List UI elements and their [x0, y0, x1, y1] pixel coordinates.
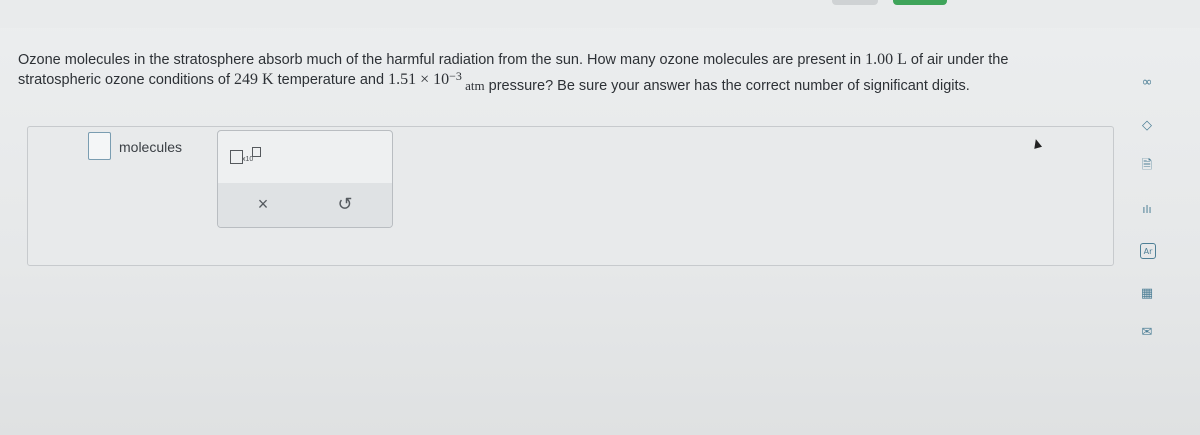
- undo-button[interactable]: [330, 191, 360, 217]
- undo-icon: ↺: [337, 193, 353, 214]
- mail-icon[interactable]: [1137, 322, 1157, 342]
- notes-icon[interactable]: [1137, 157, 1157, 177]
- question-line-2-start: stratospheric ozone conditions of: [18, 72, 230, 88]
- calculator-icon[interactable]: [1137, 283, 1157, 303]
- volume-value: 1.00 L: [865, 51, 907, 68]
- top-tab-green[interactable]: [893, 0, 947, 5]
- pressure-mantissa: 1.51 × 10: [388, 71, 450, 88]
- answer-unit-label: molecules: [119, 139, 183, 155]
- scientific-notation-button[interactable]: [230, 147, 264, 167]
- question-line-1-text: Ozone molecules in the stratosphere absorb much of the harmful radiation from the sun. How many ozone molecules are present in: [18, 52, 862, 68]
- question-line-2-end: pressure? Be sure your answer has the correct number of significant digits.: [488, 78, 970, 94]
- question-line-1: [18, 52, 1008, 68]
- clear-button[interactable]: [248, 191, 278, 217]
- keypad-action-row: [218, 183, 392, 227]
- infinity-icon[interactable]: [1137, 72, 1157, 92]
- top-tab-neutral[interactable]: [832, 0, 878, 5]
- pressure-unit: atm: [465, 78, 485, 93]
- explanation-icon[interactable]: [1137, 115, 1157, 135]
- tool-sidebar: [1120, 0, 1200, 435]
- temperature-value: 249 K: [234, 71, 274, 88]
- pressure-exponent: −3: [449, 69, 462, 83]
- mail-glyph: ✉: [1141, 324, 1153, 340]
- calculator-glyph: ▦: [1140, 285, 1154, 301]
- x10-label: x10: [242, 156, 254, 163]
- explanation-glyph: ◇: [1142, 117, 1152, 133]
- infinity-glyph: ∞: [1141, 74, 1153, 90]
- question-line-2-mid: temperature and: [277, 72, 385, 88]
- clear-icon: ×: [257, 193, 269, 214]
- top-toolbar: [0, 0, 1200, 28]
- exponent-box-icon: [252, 147, 261, 157]
- data-glyph: ılı: [1142, 202, 1152, 216]
- math-keypad: [217, 130, 393, 228]
- data-icon[interactable]: [1137, 199, 1157, 219]
- question-line-2: [18, 69, 970, 94]
- answer-panel: [27, 126, 1114, 266]
- answer-input[interactable]: [88, 132, 111, 160]
- periodic-table-icon[interactable]: [1140, 243, 1156, 259]
- periodic-table-glyph: Ar: [1143, 246, 1153, 256]
- question-line-1-end: of air under the: [910, 52, 1009, 68]
- notes-glyph: 🗎: [1141, 158, 1153, 173]
